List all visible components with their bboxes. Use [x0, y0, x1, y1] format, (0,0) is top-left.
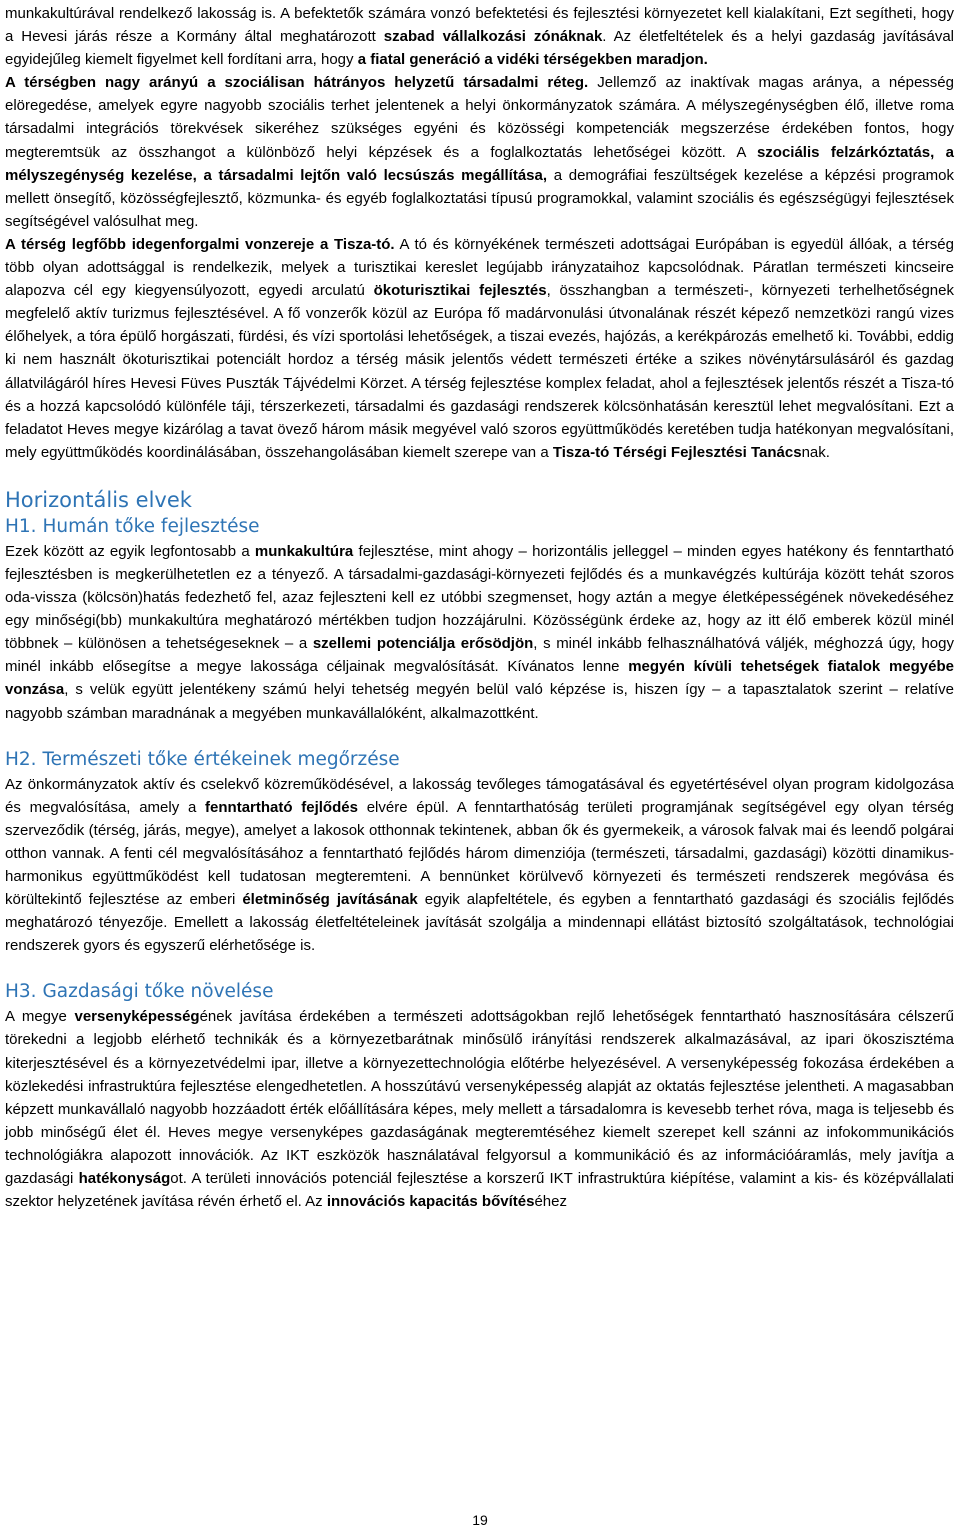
- text-run: munkakultúrával rendelkező lakosság is. A befektetők számára vonzó befektetési és fejlesztési környezetet kell kialakítani, Ezt segítheti, hogy a Hevesi járás része a Kormány által meghatározott: [5, 5, 954, 46]
- bold-text-run: szabad vállalkozási zónáknak: [383, 28, 603, 46]
- bold-text-run: a fiatal generáció a vidéki térségekben maradjon.: [357, 51, 708, 69]
- text-run: , összhangban a természeti-, környezeti terhelhetőségnek megfelelő aktív turizmus fejlesztésével. A fő vonzerők közül az Európa fő madárvonulási útvonalának részét képező nemzetközi rangú vizes élőhelyek, a tóra épülő horgászati, fürdési, és vízi sportolási lehetőségek, a tiszai evezés, hajózás, a kerékpározás emelhető ki. További, eddig ki nem használt ökoturisztikai potenciált hordoz a térség másik jelentős védett természeti értéke a szikes növénytársulásáról és gazdag állatvilágáról híres Hevesi Füves Puszták Tájvédelmi Körzet. A térség fejlesztése komplex feladat, ahol a fejlesztések jelentős részét a Tisza-tó és a hozzá kapcsolódó különféle táji, térszerkezeti, társadalmi és gazdasági rendszerek kölcsönhatásán keresztül lehet megvalósítani. Ezt a feladatot Heves megye kizárólag a tavat övező három másik megyével való szoros együttműködés keretében tudja hatékonyan megvalósítani, mely együttműködés koordinálásában, összehangolásában kiemelt szerepe van a: [5, 282, 954, 461]
- section-h3-title: H3. Gazdasági tőke növelése: [5, 981, 274, 1003]
- text-run: Jellemző az inaktívak magas aránya, a népesség elöregedése, amelyek egyre nagyobb szociális terhet jelentenek a helyi önkormányzatok számára. A mélyszegénységben élő, illetve roma társadalmi integrációs törekvések sikeréhez szükséges egyéni és közösségi kompetenciák megszerzése érdekében fontos, hogy megteremtsük az összhangot a különböző helyi képzések és a foglalkoztatás lehetőségei között. A: [5, 74, 954, 161]
- bold-text-run: életminőség javításának: [242, 891, 418, 909]
- text-run: éhez: [534, 1193, 567, 1211]
- intro-paragraph-3: [5, 233, 954, 464]
- text-run: Az önkormányzatok aktív és cselekvő közreműködésével, a lakosság tevőleges támogatásával és egyetértésével olyan program kidolgozása és megvalósítása, amely a: [5, 775, 954, 816]
- page-number: 19: [472, 1512, 488, 1528]
- bold-text-run: innovációs kapacitás bővítés: [326, 1193, 535, 1211]
- bold-text-run: megyén kívüli tehetségek fiatalok megyébe vonzása: [5, 658, 954, 699]
- text-run: ének javítása érdekében a természeti adottságokban rejlő lehetőségek fenntartható hasznosítására célszerű törekedni a legjobb elérhető technikák és a környezetbarátnak minősülő irányítási rendszerek alkalmazásával, az ipari ökoszisztéma kiterjesztésével és a környezetvédelmi ipar, illetve a környezettechnológia előtérbe helyezésével. A versenyképesség fokozása érdekében a közlekedési infrastruktúra fejlesztése elengedhetetlen. A hosszútávú versenyképesség alapját az oktatás fejlesztése jelentheti. A magasabban képzett munkavállaló nagyobb hozzáadott érték előállítására képes, mely mellett a társadalomra is kevesebb terhet róva, maga is teljesebb és jobb minőségű élet él. Heves megye versenyképes gazdaságának megteremtéséhez kiemelt szerepet kell szánni az infokommunikációs technológiákra alapozott innovációk. Az IKT eszközök használatával felgyorsul a kommunikáció és az információáramlás, mely javítja a gazdasági: [5, 1008, 954, 1188]
- text-run: ot. A területi innovációs potenciál fejlesztése a korszerű IKT infrastruktúra kiépítése, valamint a kis- és középvállalati szektor helyzetének javítása révén érhető el. Az: [5, 1170, 954, 1211]
- text-run: A tó és környékének természeti adottságai Európában is egyedül állóak, a térség több olyan adottsággal is rendelkezik, melyek a turisztikai kereslet legújabb irányzataihoz kapcsolódnak. Páratlan természeti kincseire alapozva cél egy kiegyensúlyozott, egyedi arculatú: [5, 235, 954, 300]
- text-run: , s minél inkább felhasználhatóvá váljék, méghozzá úgy, hogy minél inkább elősegítse a megye lakossága céljainak megvalósítását. Kívánatos lenne: [5, 635, 954, 676]
- text-run: elvére épül. A fenntarthatóság területi programjának segítségével egy olyan térség szerveződik (térség, járás, megye), amelyet a lakosok otthonnak tekintenek, abban ők és gyermekeik, a városok falvak mai és leendő polgárai otthon vannak. A fenti cél megvalósításához a fenntartható fejlődés három dimenziója (természeti, társadalmi, gazdasági) közötti dinamikus-harmonikus együttműködést kell tudatosan megteremteni. A bennünket körülvevő környezeti és természeti rendszerek megóvása és körültekintő fejlesztése az emberi: [5, 798, 954, 909]
- text-run: fejlesztése, mint ahogy – horizontális jelleggel – minden egyes hatékony és fenntartható fejlesztésben is megkerülhetetlen ez a tényező. A társadalmi-gazdasági-környezeti fejlődés és a munkavégzés kultúrája között tehát szoros oda-vissza (kölcsön)hatás fedezhető fel, azaz fejleszteni kell ez utóbbi szegmenset, hogy aztán a megye életképességének növekedéséhez egy minőségi(bb) munkakultúra meghatározó mértékben tudjon hozzájárulni. Közösségünk érdeke az, hogy az itt élő emberek közül minél többnek – különösen a tehetségeseknek – a: [5, 542, 955, 653]
- text-run: . Az életfeltételek és a helyi gazdaság javításával egyidejűleg kiemelt figyelmet kell fordítani arra, hogy: [5, 28, 954, 69]
- text-run: egyik alapfeltétele, és egyben a fenntartható gazdasági és szociális fejlődés meghatározó tényezője. Emellett a lakosság életfeltételeinek javítását szolgálja a mindennapi ellátást biztosító szolgáltatások, technológiai rendszerek gyors és egyszerű elérhetősége is.: [5, 891, 955, 955]
- text-run: Ezek között az egyik legfontosabb a: [5, 542, 255, 560]
- section-h2-body: [5, 773, 954, 958]
- section-h1-body: [5, 540, 954, 725]
- bold-text-run: A térségben nagy arányú a szociálisan hátrányos helyzetű társadalmi réteg.: [5, 74, 589, 92]
- text-run: , s velük együtt jelentékeny számú helyi tehetség megyén belül való képzése is, hiszen így – a tapasztalatok szerint – relatíve nagyobb számban maradnának a megyében munkavállalóként, alkalmazottként.: [5, 681, 954, 722]
- intro-paragraph-1: [5, 2, 954, 71]
- bold-text-run: munkakultúra: [254, 542, 354, 560]
- bold-text-run: szociális felzárkóztatás, a mélyszegénység kezelése, a társadalmi lejtőn való lecsúszás megállítása,: [5, 143, 954, 184]
- bold-text-run: A térség legfőbb idegenforgalmi vonzereje a Tisza-tó.: [5, 235, 395, 253]
- bold-text-run: szellemi potenciálja erősödjön: [312, 635, 534, 653]
- bold-text-run: ökoturisztikai fejlesztés: [373, 282, 547, 300]
- main-heading: Horizontális elvek: [5, 487, 192, 512]
- bold-text-run: Tisza-tó Térségi Fejlesztési Tanács: [552, 443, 802, 461]
- section-h1-title: H1. Humán tőke fejlesztése: [5, 515, 260, 537]
- bold-text-run: fenntartható fejlődés: [205, 798, 358, 816]
- section-h2-title: H2. Természeti tőke értékeinek megőrzése: [5, 748, 400, 770]
- text-run: a demográfiai feszültségek kezelése a képzési programok mellett önsegítő, közösségfejlesztő, közmunka- és egyéb foglalkoztatási típusú programokkal, valamint szociális és egészségügyi fejlesztések segítségével valósulhat meg.: [5, 166, 954, 230]
- text-run: nak.: [801, 443, 830, 461]
- bold-text-run: hatékonyság: [78, 1170, 171, 1188]
- text-run: A megye: [5, 1008, 75, 1026]
- bold-text-run: versenyképesség: [74, 1008, 200, 1026]
- intro-paragraph-2: [5, 71, 954, 233]
- section-h3-body: [5, 1005, 954, 1213]
